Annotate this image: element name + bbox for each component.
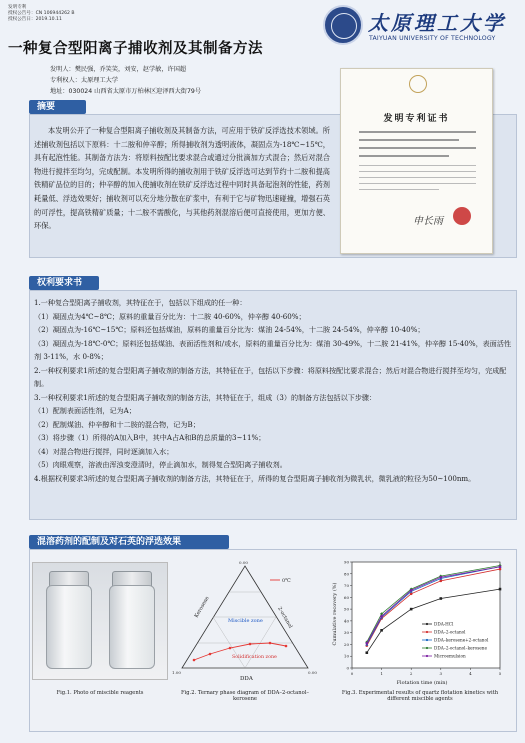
page-title: 一种复合型阳离子捕收剂及其制备方法 xyxy=(8,41,263,57)
legend-label: Microemulsion xyxy=(434,653,466,659)
y-tick-label: 80 xyxy=(343,571,349,577)
claim-item: （2）凝固点为-16℃~15℃；原料还包括煤油，原料的重量百分比为：煤油 24-54%，十二胺 24-54%，仲辛醇 10-40%； xyxy=(34,325,425,334)
inventors: 发明人：樊民强，乔笑笑，刘安，赵学敏，许国超 xyxy=(50,66,187,73)
axis-label-kerosene: Kerosene xyxy=(193,595,211,619)
y-axis-label: Cumulative recovery (%) xyxy=(332,582,338,646)
legend-label: DDA–2-octanol xyxy=(434,629,466,635)
university-name-en: TAIYUAN UNIVERSITY OF TECHNOLOGY xyxy=(369,35,496,42)
university-name-cn: 太原理工大学 xyxy=(368,11,506,35)
address: 地址：030024 山西省太原市万柏林区迎泽西大街79号 xyxy=(50,88,202,95)
claim-item: 3.一种权利要求1所述的复合型阳离子捕收剂的制备方法，其特征在于，组成（3）的制备方法包括以下步骤： xyxy=(34,392,377,402)
miscible-zone-label: Miscible zone xyxy=(228,618,263,624)
claim-item: （1）配制表面活性剂，记为A； xyxy=(34,406,136,415)
abstract-heading-text: 摘要 xyxy=(37,102,56,112)
certificate-title: 发明专利证书 xyxy=(383,114,450,124)
claim-item: 4.根据权利要求3所述的复合型阳离子捕收剂的制备方法，其特征在于，所得的复合型阳离子捕收剂为微乳状，微乳液的粒径为50~100nm。 xyxy=(34,473,476,483)
data-point xyxy=(440,597,443,600)
ternary-tick: 1.00 xyxy=(172,670,181,675)
data-point xyxy=(410,593,413,596)
claims-list xyxy=(34,296,512,485)
y-tick-label: 30 xyxy=(343,630,349,636)
data-point xyxy=(499,568,502,571)
fig1-caption: Fig.1. Photo of miscible reagents xyxy=(56,690,144,696)
legend-marker xyxy=(426,631,428,633)
abstract-text: 本发明公开了一种复合型阳离子捕收剂及其制备方法，可应用于铁矿反浮选技术领域。所述捕收剂包括以下原料：十二胺和仲辛醇；所得捕收剂为透明液体，凝固点为-18℃~15℃，具有起泡性能。其制备方法为：将原料按配比要求混合或通过分批滴加方式混合；然后对混合物进行搅拌至均匀，完成配制。本发明所得的捕收剂用于铁矿反浮选可达到节约十二胺和提高铁精矿品位的目的；仲辛醇的加入使捕收剂在铁矿反浮选过程中同时具备起泡剂的性能，药剂耗量低、浮选效果好；捕收剂可以充分地分散在矿浆中，有利于它与矿物迅速碰撞，增强石英的可浮性，提高铁精矿质量；十二胺不需酸化，与其他药剂混溶后便可直接使用，更加方便、环保。 xyxy=(34,126,330,231)
patent-certificate xyxy=(340,68,493,254)
corner-label-dda: DDA xyxy=(240,676,253,682)
claims-heading xyxy=(29,276,99,290)
y-tick-label: 50 xyxy=(343,606,349,612)
data-point xyxy=(410,589,413,592)
author-block xyxy=(50,64,201,97)
solidification-zone-label: Solidification zone xyxy=(232,655,277,660)
ternary-legend: 0℃ xyxy=(282,578,291,584)
flotation-kinetics-chart xyxy=(330,556,510,688)
meta-line: 发明专利 xyxy=(8,5,27,10)
x-tick-label: 2 xyxy=(409,671,413,676)
data-point xyxy=(410,608,413,611)
claim-item: （3）将步骤（1）所得的A加入B中，其中A占A和B的总质量的3~11%； xyxy=(34,433,266,442)
patent-holder: 专利权人：太原理工大学 xyxy=(50,77,119,84)
data-point xyxy=(499,588,502,591)
meta-line: 授权公告日：2019.10.11 xyxy=(8,17,62,22)
legend-marker xyxy=(426,647,428,649)
x-tick-label: 4 xyxy=(469,671,472,676)
y-tick-label: 60 xyxy=(343,594,349,600)
fig2-caption: Fig.2. Ternary phase diagram of DDA–2-octanol–kerosene xyxy=(181,690,309,702)
claim-item: （5）肉眼观察，溶液由浑浊变澄清时，停止滴加水，制得复合型阳离子捕收剂。 xyxy=(34,460,287,469)
claim-item: （1）凝固点为4℃~8℃；原料的重量百分比为：十二胺 40-60%，仲辛醇 40-60%； xyxy=(34,311,306,321)
ternary-tick: 0.00 xyxy=(308,670,317,675)
claims-heading-text: 权利要求书 xyxy=(37,278,83,288)
y-tick-label: 40 xyxy=(343,618,349,624)
legend-label: DDA–2-octanol–kerosene xyxy=(434,645,487,651)
claim-item: 1.一种复合型阳离子捕收剂，其特征在于，包括以下组成的任一种： xyxy=(34,298,247,307)
certificate-signature: 申长雨 xyxy=(413,216,443,227)
axis-label-2-octanol: 2-octanol xyxy=(276,606,294,630)
x-tick-label: 0 xyxy=(350,671,354,676)
plot-frame xyxy=(352,562,500,668)
legend-marker xyxy=(426,639,428,641)
university-seal-icon xyxy=(323,5,363,45)
x-axis-label: Flotation time (min) xyxy=(396,680,448,686)
claim-item: （4）对混合物进行搅拌，同时逐滴加入水； xyxy=(34,446,174,456)
y-tick-label: 90 xyxy=(343,559,349,565)
patent-meta xyxy=(8,5,75,23)
abstract-heading xyxy=(29,100,86,114)
x-tick-label: 5 xyxy=(498,671,502,676)
figures-heading-text: 混溶药剂的配制及对石英的浮选效果 xyxy=(37,537,182,547)
data-point xyxy=(380,629,383,632)
emblem-icon xyxy=(409,75,427,93)
ternary-diagram xyxy=(170,558,320,686)
red-seal-icon xyxy=(453,207,471,225)
data-point xyxy=(440,580,443,583)
legend-marker xyxy=(426,655,428,657)
legend-marker xyxy=(426,623,428,625)
fig3-caption: Fig.3. Experimental results of quartz flotation kinetics with different miscible agents xyxy=(341,690,499,702)
ternary-tick: 0.00 xyxy=(239,560,248,565)
meta-line: 授权公告号：CN 106944262 B xyxy=(8,11,75,16)
claim-item: （2）配制煤油、仲辛醇和十二胺的混合物，记为B； xyxy=(34,419,200,429)
data-point xyxy=(380,615,383,618)
claim-item: 2.一种权利要求1所述的复合型阳离子捕收剂的制备方法，其特征在于，包括以下步骤：将原料按配比要求混合；然后对混合物进行搅拌至均匀，完成配制。 xyxy=(34,365,507,388)
legend-label: DDA-HCl xyxy=(434,621,454,627)
data-point xyxy=(440,576,443,579)
y-tick-label: 10 xyxy=(343,653,349,659)
x-tick-label: 1 xyxy=(380,671,383,676)
y-tick-label: 0 xyxy=(346,665,349,671)
data-point xyxy=(366,642,369,645)
legend-label: DDA–kerosene+2-octanol xyxy=(434,637,489,643)
reagent-photo xyxy=(32,562,168,680)
data-point xyxy=(499,565,502,568)
y-tick-label: 70 xyxy=(343,583,349,589)
x-tick-label: 3 xyxy=(439,671,443,676)
y-tick-label: 20 xyxy=(343,641,349,647)
data-point xyxy=(366,651,369,654)
figures-heading xyxy=(29,535,229,549)
claim-item: （3）凝固点为-18℃-0℃；原料还包括煤油、表面活性剂和/或水，原料的重量百分比为：煤油 30-49%，十二胺 21-41%，仲辛醇 15-40%，表面活性剂 3-11%，水 0-8%； xyxy=(34,338,512,361)
